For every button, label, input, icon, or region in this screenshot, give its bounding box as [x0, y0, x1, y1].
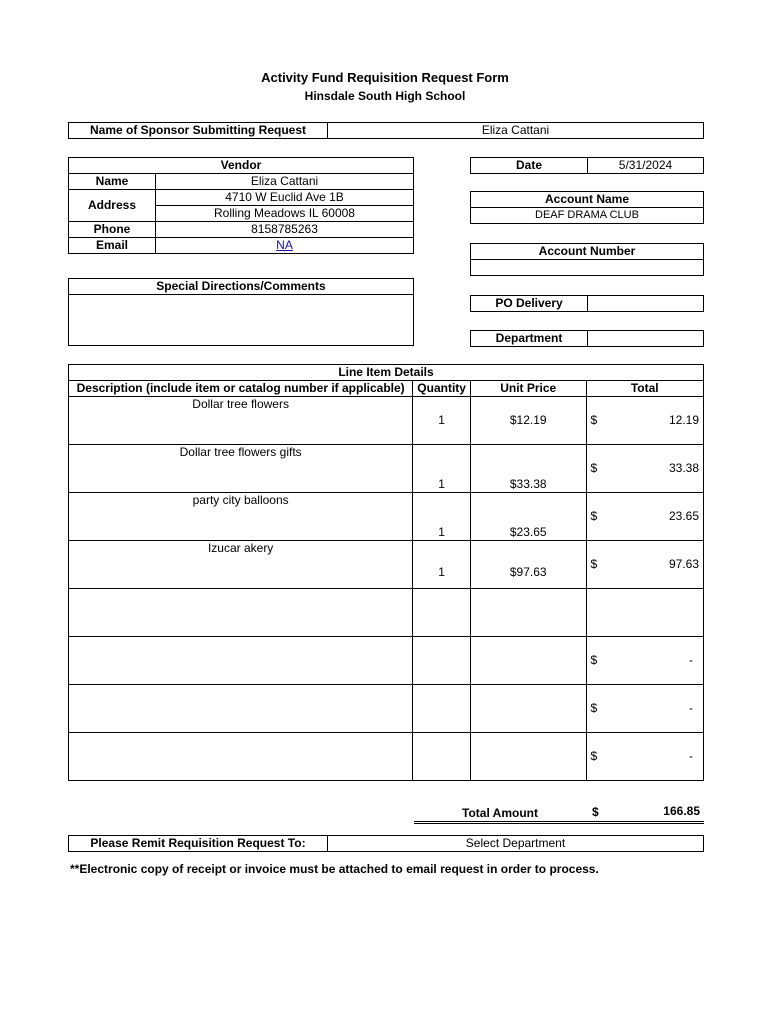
item-description-cell[interactable] [69, 397, 413, 445]
total-amount-label: Total Amount [462, 806, 538, 820]
item-quantity[interactable]: 1 [413, 445, 471, 493]
remit-department-select[interactable]: Select Department [328, 836, 704, 852]
account-name-label: Account Name [471, 192, 704, 208]
item-total: - [689, 701, 693, 715]
item-total: - [689, 749, 693, 763]
item-unit-price[interactable]: $33.38 [470, 445, 586, 493]
account-number-label: Account Number [471, 244, 704, 260]
account-number-value[interactable] [471, 260, 704, 276]
remit-label: Please Remit Requisition Request To: [69, 836, 328, 852]
item-quantity[interactable] [413, 733, 471, 781]
item-total-cell [586, 685, 704, 733]
item-unit-price[interactable] [470, 733, 586, 781]
department-value[interactable] [588, 331, 704, 347]
vendor-email-link[interactable]: NA [276, 238, 293, 252]
item-total-cell [586, 445, 704, 493]
item-unit-price[interactable] [470, 589, 586, 637]
table-row [69, 445, 704, 493]
item-currency: $ [590, 509, 598, 523]
table-row [69, 685, 704, 733]
table-row [69, 589, 704, 637]
item-unit-price[interactable]: $12.19 [470, 397, 586, 445]
item-total: 33.38 [668, 461, 699, 475]
line-items-table [68, 364, 704, 781]
vendor-address-line2[interactable]: Rolling Meadows IL 60008 [156, 206, 414, 222]
date-label: Date [471, 158, 588, 174]
total-amount-currency: $ [592, 805, 599, 819]
item-quantity[interactable] [413, 637, 471, 685]
col-description: Description (include item or catalog number if applicable) [69, 381, 413, 397]
item-total-cell [586, 541, 704, 589]
item-description-cell[interactable] [69, 733, 413, 781]
item-quantity[interactable] [413, 589, 471, 637]
line-items-heading: Line Item Details [69, 365, 704, 381]
item-unit-price[interactable]: $97.63 [470, 541, 586, 589]
item-description: Izucar akery [207, 541, 274, 555]
account-name-value[interactable]: DEAF DRAMA CLUB [471, 208, 704, 224]
item-total-cell [586, 493, 704, 541]
sponsor-label: Name of Sponsor Submitting Request [69, 123, 328, 139]
item-total: 97.63 [668, 557, 699, 571]
item-description-cell[interactable] [69, 637, 413, 685]
remit-table [68, 835, 704, 852]
vendor-phone-value[interactable]: 8158785263 [156, 222, 414, 238]
item-total: 23.65 [668, 509, 699, 523]
item-currency: $ [590, 413, 598, 427]
item-description-cell[interactable] [69, 493, 413, 541]
table-row [69, 733, 704, 781]
vendor-phone-label: Phone [69, 222, 156, 238]
item-quantity[interactable] [413, 685, 471, 733]
date-table [470, 157, 704, 174]
table-row [69, 397, 704, 445]
po-delivery-table [470, 295, 704, 312]
item-unit-price[interactable] [470, 685, 586, 733]
sponsor-value[interactable]: Eliza Cattani [328, 123, 704, 139]
item-description-cell[interactable] [69, 445, 413, 493]
item-description-cell[interactable] [69, 541, 413, 589]
item-description-cell[interactable] [69, 685, 413, 733]
item-unit-price[interactable] [470, 637, 586, 685]
account-number-table [470, 243, 704, 276]
vendor-address-line1[interactable]: 4710 W Euclid Ave 1B [156, 190, 414, 206]
special-directions-label: Special Directions/Comments [69, 279, 414, 295]
item-total: - [689, 653, 693, 667]
vendor-name-label: Name [69, 174, 156, 190]
item-unit-price[interactable]: $23.65 [470, 493, 586, 541]
vendor-email-label: Email [69, 238, 156, 254]
item-total: 12.19 [668, 413, 699, 427]
item-quantity[interactable]: 1 [413, 397, 471, 445]
account-name-table [470, 191, 704, 224]
sponsor-table [68, 122, 704, 139]
item-currency: $ [590, 461, 598, 475]
department-label: Department [471, 331, 588, 347]
item-currency: $ [590, 749, 598, 763]
table-row [69, 541, 704, 589]
col-total: Total [586, 381, 704, 397]
item-total-cell [586, 733, 704, 781]
vendor-table [68, 157, 414, 254]
form-title: Activity Fund Requisition Request Form [261, 70, 509, 85]
item-description: Dollar tree flowers [192, 397, 289, 411]
item-total-cell [586, 397, 704, 445]
po-delivery-label: PO Delivery [471, 296, 588, 312]
total-amount-value: 166.85 [663, 804, 700, 818]
item-currency: $ [590, 653, 598, 667]
special-directions-value[interactable] [69, 295, 414, 346]
table-row [69, 493, 704, 541]
po-delivery-value[interactable] [588, 296, 704, 312]
item-currency: $ [590, 557, 598, 571]
vendor-address-label: Address [69, 190, 156, 222]
date-value[interactable]: 5/31/2024 [588, 158, 704, 174]
vendor-heading: Vendor [69, 158, 414, 174]
col-unit-price: Unit Price [470, 381, 586, 397]
vendor-name-value[interactable]: Eliza Cattani [156, 174, 414, 190]
item-total-cell [586, 637, 704, 685]
item-quantity[interactable]: 1 [413, 541, 471, 589]
receipt-note: **Electronic copy of receipt or invoice must be attached to email request in order to process. [70, 862, 599, 876]
item-description: Dollar tree flowers gifts [179, 445, 302, 459]
table-row [69, 637, 704, 685]
vendor-email-cell [156, 238, 414, 254]
item-description-cell[interactable] [69, 589, 413, 637]
item-quantity[interactable]: 1 [413, 493, 471, 541]
item-total-cell [586, 589, 704, 637]
school-name: Hinsdale South High School [304, 89, 466, 103]
special-directions-table [68, 278, 414, 346]
item-description: party city balloons [192, 493, 289, 507]
col-quantity: Quantity [413, 381, 471, 397]
item-currency: $ [590, 701, 598, 715]
department-table [470, 330, 704, 347]
